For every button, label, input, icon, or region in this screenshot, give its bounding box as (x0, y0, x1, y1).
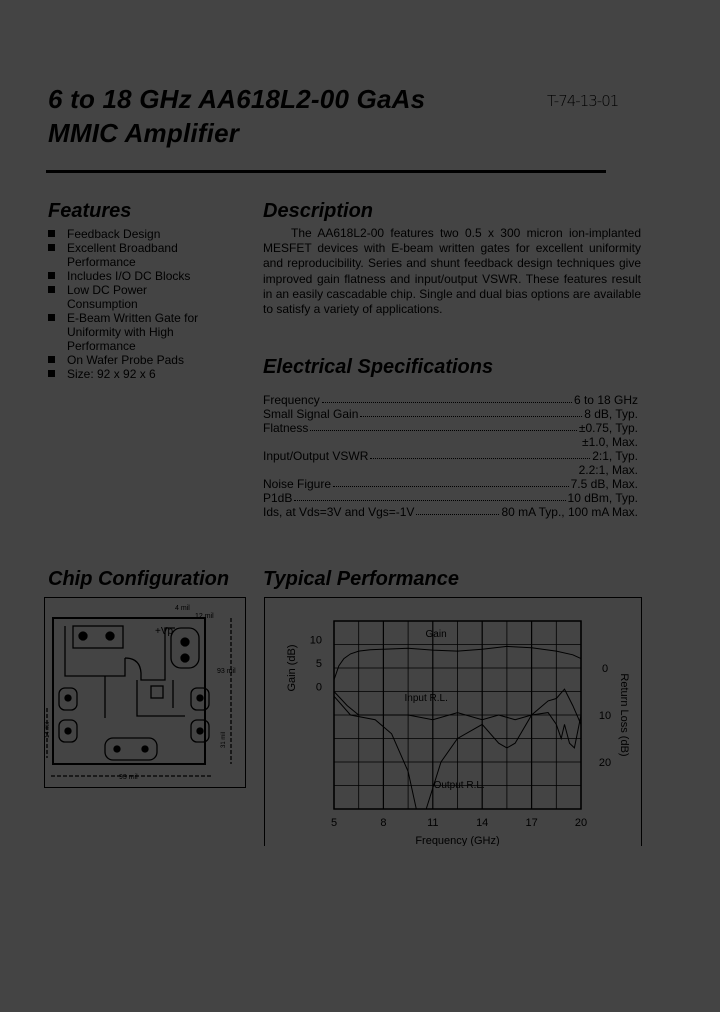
typical-performance-heading: Typical Performance (263, 568, 460, 590)
performance-chart (265, 598, 641, 846)
chip-config-heading: Chip Configuration (48, 568, 230, 590)
spec-row (263, 407, 638, 421)
spec-value: 8 dB, Typ. (584, 407, 638, 421)
feature-item: On Wafer Probe Pads (48, 353, 218, 367)
handwritten-code: T-74-13-01 (547, 92, 619, 110)
x-tick-label: 8 (380, 817, 387, 829)
electrical-specs-heading: Electrical Specifications (263, 356, 494, 378)
x-axis-label: Frequency (GHz) (415, 835, 500, 846)
page-title-line1: 6 to 18 GHz AA618L2-00 GaAs (48, 84, 426, 114)
y-tick-label-return-loss: 20 (598, 757, 612, 769)
feature-item: Low DC Power Consumption (48, 283, 218, 311)
spec-value: 80 mA Typ., 100 mA Max. (501, 505, 638, 519)
leader-dots (360, 407, 582, 417)
dim-4-label: 4 mil (175, 605, 190, 612)
specs-table (263, 393, 638, 519)
spec-row (263, 393, 638, 407)
dim-width-label: 93 mil (119, 774, 138, 781)
dim-left-label: 14 mil (45, 721, 51, 738)
spec-value: 6 to 18 GHz (573, 393, 638, 407)
feature-item: E-Beam Written Gate for Uniformity with High Performance (48, 311, 218, 353)
fet (151, 686, 163, 698)
dim-height-label: 93 mil (217, 668, 236, 675)
spec-row (263, 449, 638, 463)
spec-label: Flatness (263, 421, 309, 435)
spec-value: ±0.75, Typ. (578, 421, 638, 435)
leader-dots (310, 421, 577, 431)
leader-dots (370, 449, 590, 459)
spec-row (263, 491, 638, 505)
leader-dots (294, 491, 565, 501)
spec-label: P1dB (263, 491, 293, 505)
annotation-input-rl: Input R.L. (404, 692, 448, 704)
spec-label: Frequency (263, 393, 320, 407)
annotation-output-rl: Output R.L. (433, 779, 485, 791)
description-heading: Description (263, 200, 374, 222)
spec-row (263, 477, 638, 491)
performance-chart-frame (264, 597, 642, 846)
spec-row (263, 435, 638, 449)
x-tick-label: 5 (330, 817, 338, 829)
y-tick-label-gain: 10 (309, 634, 322, 647)
spec-value: ±1.0, Max. (582, 435, 638, 449)
y-tick-label-return-loss: 0 (601, 663, 609, 675)
spec-value: 2.2:1, Max. (578, 463, 638, 477)
page-title-line2: MMIC Amplifier (48, 118, 240, 148)
features-heading: Features (48, 200, 132, 222)
spec-label: Ids, at Vds=3V and Vgs=-1V (263, 505, 415, 519)
x-tick-label: 20 (574, 817, 588, 829)
bottom-pad (105, 738, 157, 760)
spec-label: Noise Figure (263, 477, 332, 491)
spec-label: Input/Output VSWR (263, 449, 369, 463)
leader-dots (416, 505, 499, 515)
chip-diagram (44, 597, 246, 788)
vp-label: +Vp (155, 626, 174, 637)
spec-row (263, 463, 638, 477)
feature-item: Includes I/O DC Blocks (48, 269, 218, 283)
leader-dots (322, 393, 572, 403)
dim-right-label: 31 mil (221, 731, 227, 748)
dim-12-label: 12 mil (195, 613, 214, 620)
spec-value: 7.5 dB, Max. (570, 477, 638, 491)
feature-item: Excellent Broadband Performance (48, 241, 218, 269)
x-tick-label: 14 (476, 817, 489, 829)
x-tick-label: 11 (427, 817, 439, 829)
description-text: The AA618L2-00 features two 0.5 x 300 micron ion-implanted MESFET devices with E-beam written gates for excellent uniformity and reproducibility. Series and shunt feedback design techniques give improved gain flatness and input/output VSWR. These features result in an easily cascadable chip. Single and dual bias options are available to satisfy a variety of applications. (263, 226, 641, 317)
y-axis-label-right: Return Loss (dB) (618, 673, 630, 757)
spec-label: Small Signal Gain (263, 407, 359, 421)
spec-value: 2:1, Typ. (592, 449, 638, 463)
feature-item: Size: 92 x 92 x 6 (48, 367, 218, 381)
spec-value: 10 dBm, Typ. (567, 491, 638, 505)
features-list (48, 227, 218, 381)
y-tick-label-return-loss: 10 (598, 710, 612, 722)
y-tick-label-gain: 5 (315, 658, 322, 670)
title-rule (46, 170, 606, 173)
spec-row (263, 505, 638, 519)
y-axis-label: Gain (dB) (286, 644, 298, 692)
annotation-gain: Gain (425, 629, 447, 640)
y-tick-label-gain: 0 (315, 681, 322, 694)
feature-item: Feedback Design (48, 227, 218, 241)
x-tick-label: 17 (525, 817, 538, 829)
leader-dots (333, 477, 569, 487)
spec-row (263, 421, 638, 435)
